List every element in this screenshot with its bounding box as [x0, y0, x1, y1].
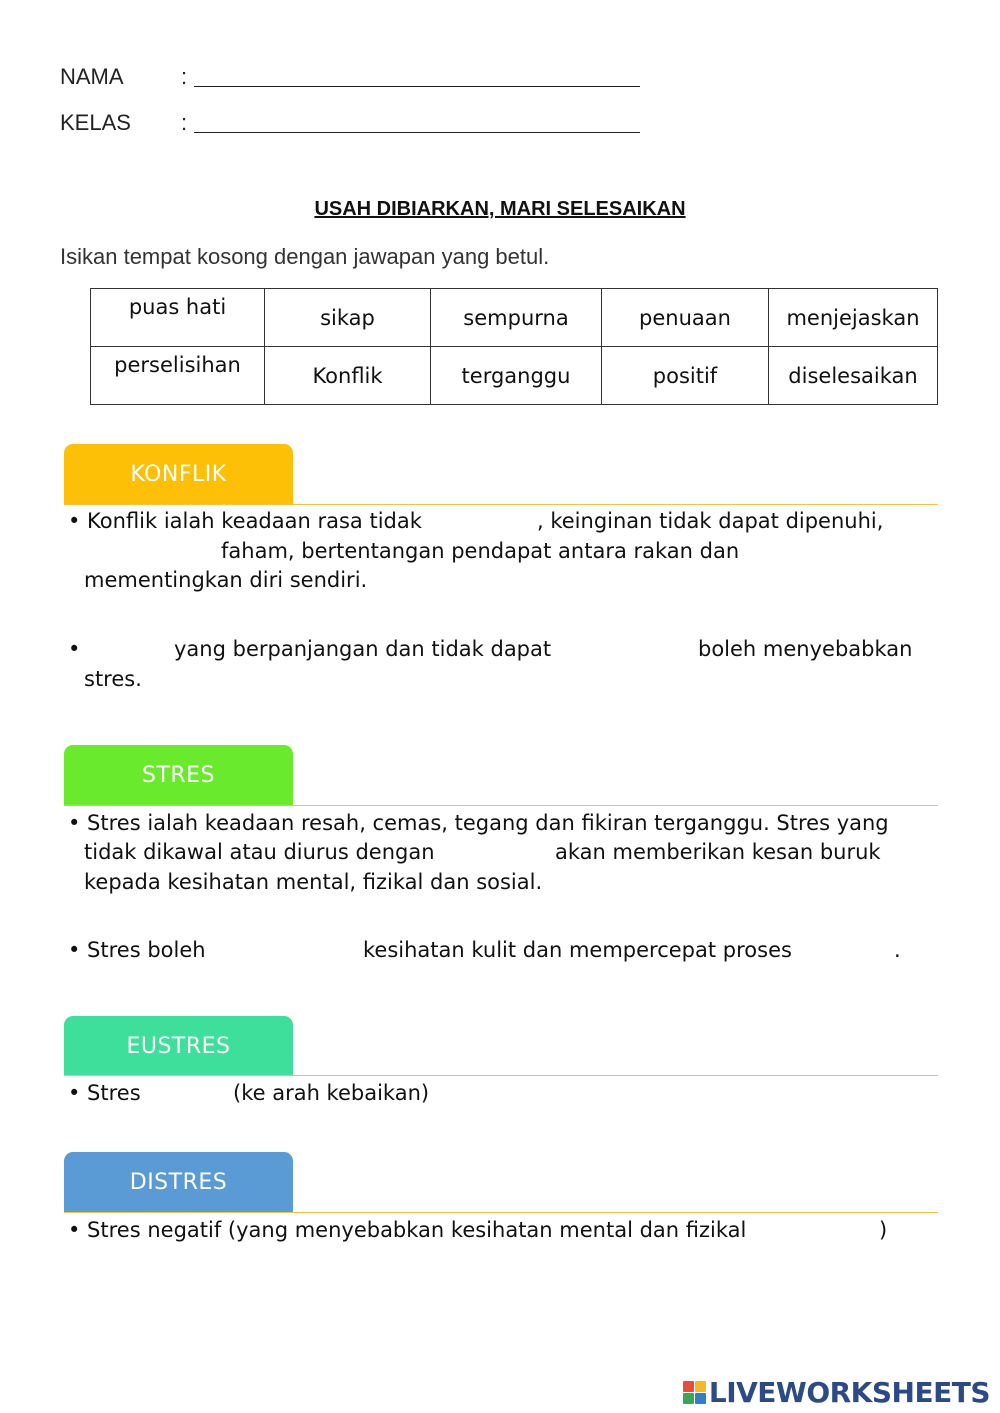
konflik-text: faham, bertentangan pendapat antara rakan dan [221, 539, 740, 563]
name-colon: : [181, 64, 188, 89]
section-tab-stres: STRES [64, 745, 293, 805]
konflik-text: boleh menyebabkan [698, 637, 913, 661]
word-bank-cell: perselisihan [91, 347, 265, 405]
word-bank-cell: puas hati [91, 289, 265, 347]
section-tab-eustres: EUSTRES [64, 1016, 293, 1076]
instruction-text: Isikan tempat kosong dengan jawapan yang betul. [60, 244, 550, 269]
logo-text: LIVEWORKSHEETS [708, 1376, 990, 1409]
class-label: KELAS [60, 110, 131, 135]
stres-text: kepada kesihatan mental, fizikal dan sosial. [84, 870, 543, 894]
konflik-text: • [68, 637, 81, 661]
eustres-text: • Stres [68, 1081, 141, 1105]
word-bank-cell: sempurna [431, 289, 602, 347]
stres-text: . [894, 938, 901, 962]
name-label: NAMA [60, 64, 124, 89]
word-bank-row [91, 289, 938, 347]
eustres-text: (ke arah kebaikan) [233, 1081, 430, 1105]
word-bank-cell: positif [602, 347, 769, 405]
section-divider [64, 805, 938, 806]
stres-text: kesihatan kulit dan mempercepat proses [363, 938, 792, 962]
word-bank-row [91, 347, 938, 405]
konflik-text: stres. [84, 667, 142, 691]
section-divider [64, 1075, 938, 1076]
distres-text: ) [879, 1218, 888, 1242]
name-answer-line[interactable] [194, 86, 640, 87]
section-divider [64, 1212, 938, 1213]
logo-blocks-icon [683, 1381, 706, 1404]
word-bank-cell: terganggu [431, 347, 602, 405]
distres-text: • Stres negatif (yang menyebabkan kesihatan mental dan fizikal [68, 1218, 747, 1242]
word-bank-cell: diselesaikan [769, 347, 938, 405]
word-bank-cell: sikap [265, 289, 431, 347]
section-divider [64, 504, 938, 505]
class-colon: : [181, 110, 188, 135]
section-tab-distres: DISTRES [64, 1152, 293, 1212]
stres-text: akan memberikan kesan buruk [555, 840, 881, 864]
konflik-text: , keinginan tidak dapat dipenuhi, [537, 509, 884, 533]
konflik-text: mementingkan diri sendiri. [84, 568, 368, 592]
word-bank-cell: penuaan [602, 289, 769, 347]
stres-text: tidak dikawal atau diurus dengan [84, 840, 435, 864]
section-tab-konflik: KONFLIK [64, 444, 293, 504]
liveworksheets-logo [683, 1376, 990, 1409]
word-bank-cell: menjejaskan [769, 289, 938, 347]
konflik-text: yang berpanjangan dan tidak dapat [174, 637, 552, 661]
class-answer-line[interactable] [194, 132, 640, 133]
stres-text: • Stres ialah keadaan resah, cemas, tegang dan fikiran terganggu. Stres yang [68, 811, 889, 835]
stres-text: • Stres boleh [68, 938, 206, 962]
worksheet-title: USAH DIBIARKAN, MARI SELESAIKAN [314, 198, 686, 220]
word-bank-table [90, 288, 938, 405]
konflik-text: • Konflik ialah keadaan rasa tidak [68, 509, 422, 533]
word-bank-cell: Konflik [265, 347, 431, 405]
